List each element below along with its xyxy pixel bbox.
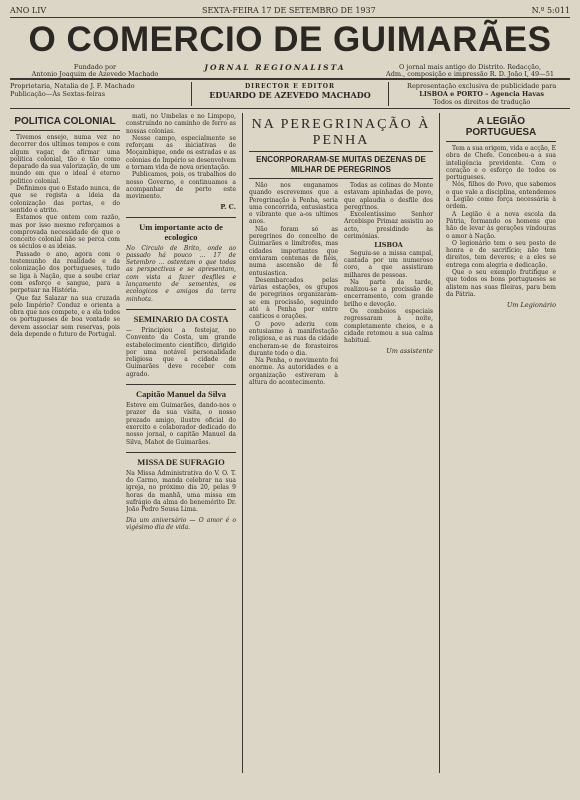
paragraph: mati, no Umbelas e no Limpopo, construíndo no caminho de ferro as nossas colonias. xyxy=(126,113,236,135)
issue-number: N.º 5:011 xyxy=(531,6,570,15)
article-body: Na Missa Administrativa do V. O. T. do Carmo, manda celebrar na sua igreja, no próximo dia 20, pelas 9 horas da manhã, uma missa em sufrágio da alma do benemérito Dr. João Pedro Sousa Lima. xyxy=(126,469,236,514)
article-body: No Circulo de Brito, onde ao passado há pouco ... 17 de Setembro ... ostentam o que todas as perspectivas e se apresentam, com vista a fazer desfiles e lançamento de sementes, os ecologicos e amigos da terra minhota. xyxy=(126,244,236,303)
top-info-line xyxy=(10,6,570,18)
paragraph: A Legião é a nova escola da Pátria, formando os homens que hão de levar às gerações vindouras o amor à Nação. xyxy=(446,210,556,240)
rep-line2: LISBOA e PORTO – Agencia Havas xyxy=(419,90,545,98)
paragraph: Todas as colinas do Monte estavam apinhadas de povo, que aplaudia o desfile dos peregrinos. xyxy=(344,182,433,211)
paragraph: Que faz Salazar na sua cruzada pelo Império? Conduz e orienta a obra que nos compete, e a ela todos os portugueses de boa vontade se devem associar sem reservas, pois dela depende o futuro de Portugal. xyxy=(10,294,120,339)
paragraph: Passado o ano, agora com o testemunho da realidade e da colonização dos portugueses, tudo se liga à Nação, que a soube criar com esforço e sangue, para a perpetuar na História. xyxy=(10,250,120,295)
publisher-line2: Adm., composição e impressão R. D. João I, 49—51 xyxy=(386,70,554,78)
article-body-right xyxy=(344,182,433,386)
footnote: Dia um aniversário — O amor é o vigésimo dia de vida. xyxy=(126,516,236,531)
paragraph: Tem a sua origem, vida e acção, E obra de Chefe. Concebeu-a a sua inteligência previdente. Com o coração e o esforço de todos os portugueses. xyxy=(446,145,556,182)
year-label: ANO LIV xyxy=(10,6,47,15)
publication-label: Publicação—Às Sextas-feiras xyxy=(10,90,106,98)
paragraph: Publicamos, pois, os trabalhos do nosso Governo, e continuamos a acompanhar de perto este movimento. xyxy=(126,171,236,201)
newspaper-title: O COMERCIO DE GUIMARÃES xyxy=(28,20,552,59)
article-body-left xyxy=(249,182,338,386)
paragraph: Não nos enganamos quando escrevemos que a Peregrinação à Penha, seria uma concorrida, entusiastica e vibrante que a-os ultimos anos. xyxy=(249,182,338,226)
date-label: SEXTA-FEIRA 17 DE SETEMBRO DE 1937 xyxy=(202,6,376,15)
paragraph: Tivemos ensejo, numa vez no decorrer dos ultimos tempos e com algum vagar, de afirmar uma politica colonial, tão e tão como deparado da sua valorização, de um mundo em que o ideal é eterno politico colonial. xyxy=(10,134,120,185)
paragraph: Excelentíssimo Senhor Arcebispo Primaz assistiu ao acto, presidindo às cerimónias. xyxy=(344,211,433,241)
paragraph: Desembarcados pelas várias estações, os grupos de peregrinos organizaram-se em procissão, seguindo até à Penha por entre canticos e orações. xyxy=(249,276,338,321)
article-signature: P. C. xyxy=(220,202,236,211)
publisher-block xyxy=(370,64,570,78)
director-block xyxy=(191,82,390,106)
column-divider xyxy=(439,113,440,773)
masthead-subrow xyxy=(10,64,570,78)
owner-block xyxy=(10,82,191,106)
article-heading: Um importante acto de ecologico xyxy=(126,217,236,242)
masthead xyxy=(10,18,570,64)
article-body: — Principiou a festejar, no Convento da Costa, um grande estabelecimento científico, dirigido por uma notável personalidade religiosa que a cidade de Guimarães deve receber com agrado. xyxy=(126,326,236,378)
publisher-line1: O jornal mais antigo do Distrito. Redacção, xyxy=(398,63,542,71)
column-politica-colonial xyxy=(10,113,120,773)
article-heading: A LEGIÃO PORTUGUESA xyxy=(446,113,556,142)
owner-label: Proprietaria, Natalia de J. F. Machado xyxy=(10,82,135,90)
column-divider xyxy=(242,113,243,773)
founded-label: Fundado por xyxy=(73,63,117,71)
founder-block xyxy=(10,64,180,78)
article-heading: Capitão Manuel da Silva xyxy=(126,384,236,399)
rep-line3: Todos os direitos de tradução xyxy=(433,98,531,106)
article-body xyxy=(10,134,120,338)
paragraph: Nós, filhos do Povo, que sabemos o que vale a disciplina, entendemos a Legião como força necessária à ordem. xyxy=(446,181,556,211)
article-heading: NA PEREGRINAÇÃO À PENHA xyxy=(249,113,433,152)
paragraph: Que o seu exemplo frutifique e que todos os bons portugueses se alistem nas suas fileiras, para bem da Pátria. xyxy=(446,269,556,298)
article-body xyxy=(126,113,236,201)
article-signature: Um assistente xyxy=(386,346,433,355)
founder-name: Antonio Joaquim de Azevedo Machado xyxy=(31,70,159,78)
director-name: EDUARDO DE AZEVEDO MACHADO xyxy=(209,90,371,100)
article-subcolumns xyxy=(249,182,433,386)
paragraph: Não foram só as peregrinos do concelho de Guimarães e limítrofes, mas cidades importantes que enviaram centenas de fiéis, numa ascensão de fé entusiastica. xyxy=(249,225,338,277)
info-row xyxy=(10,80,570,109)
rep-line1: Representação exclusiva de publicidade para xyxy=(407,82,557,90)
column-two xyxy=(126,113,236,773)
article-subheading: ENCORPORARAM-SE MUITAS DEZENAS DE MILHAR DE PEREGRINOS xyxy=(249,155,433,179)
paragraph: Os comboios especiais regressaram à noite, completamente cheios, e a cidade retomou a sua calma habitual. xyxy=(344,308,433,345)
paragraph: Definimos que o Estado nunca, de que se regista a ideia da colonização das portas, e do sentido e atrito. xyxy=(10,185,120,214)
director-title: DIRECTOR E EDITOR xyxy=(244,83,336,90)
place-label: LISBOA xyxy=(374,241,403,250)
paragraph: Estamos que ontem com razão, mas por isso mesmo reforçamos a comprovada necessidade de que o conceito colonial não se perca com os séculos e as ideias. xyxy=(10,214,120,251)
paragraph: Na parte da tarde, realizou-se a procissão de encerramento, com grande brilho e devoção. xyxy=(344,278,433,308)
paragraph: Seguiu-se a missa campal, cantada por um numeroso coro, a que assistiram milhares de pessoas. xyxy=(344,249,433,279)
paragraph: Na Penha, o movimento foi enorme. As autoridades e a organização estiveram à altura do acontecimento. xyxy=(249,357,338,387)
column-peregrinacao xyxy=(249,113,433,773)
column-legiao xyxy=(446,113,556,773)
article-heading: POLITICA COLONIAL xyxy=(10,113,120,131)
paragraph: O legionário tem o seu posto de honra e de sacrifício; não tem direitos, tem deveres; e a eles se entrega com alegria e dedicação. xyxy=(446,239,556,269)
article-heading: SEMINARIO DA COSTA xyxy=(126,309,236,324)
article-body: Esteve em Guimarães, dando-nos o prazer da sua visita, o nosso prezado amigo, ilustre oficial do exercito e colaborador dedicado do nosso jornal, o capitão Manuel da Silva, Mahot de Guimarães. xyxy=(126,402,236,446)
representation-block xyxy=(389,82,570,106)
paragraph: O povo aderiu com entusiasmo à manifestação religiosa, e as ruas da cidade encheram-se de forasteiros durante todo o dia. xyxy=(249,320,338,357)
article-heading: MISSA DE SUFRAGIO xyxy=(126,452,236,467)
article-body xyxy=(446,145,556,298)
article-columns xyxy=(10,113,570,773)
article-signature: Um Legionário xyxy=(506,301,556,310)
tagline: JORNAL REGIONALISTA xyxy=(204,63,346,72)
paragraph: Nesse campo, especialmente se reforçam as iniciativas de Moçambique, onde os estradas e as colonias do Império se desenvolvem e tornam vida de nova orientação. xyxy=(126,134,236,172)
